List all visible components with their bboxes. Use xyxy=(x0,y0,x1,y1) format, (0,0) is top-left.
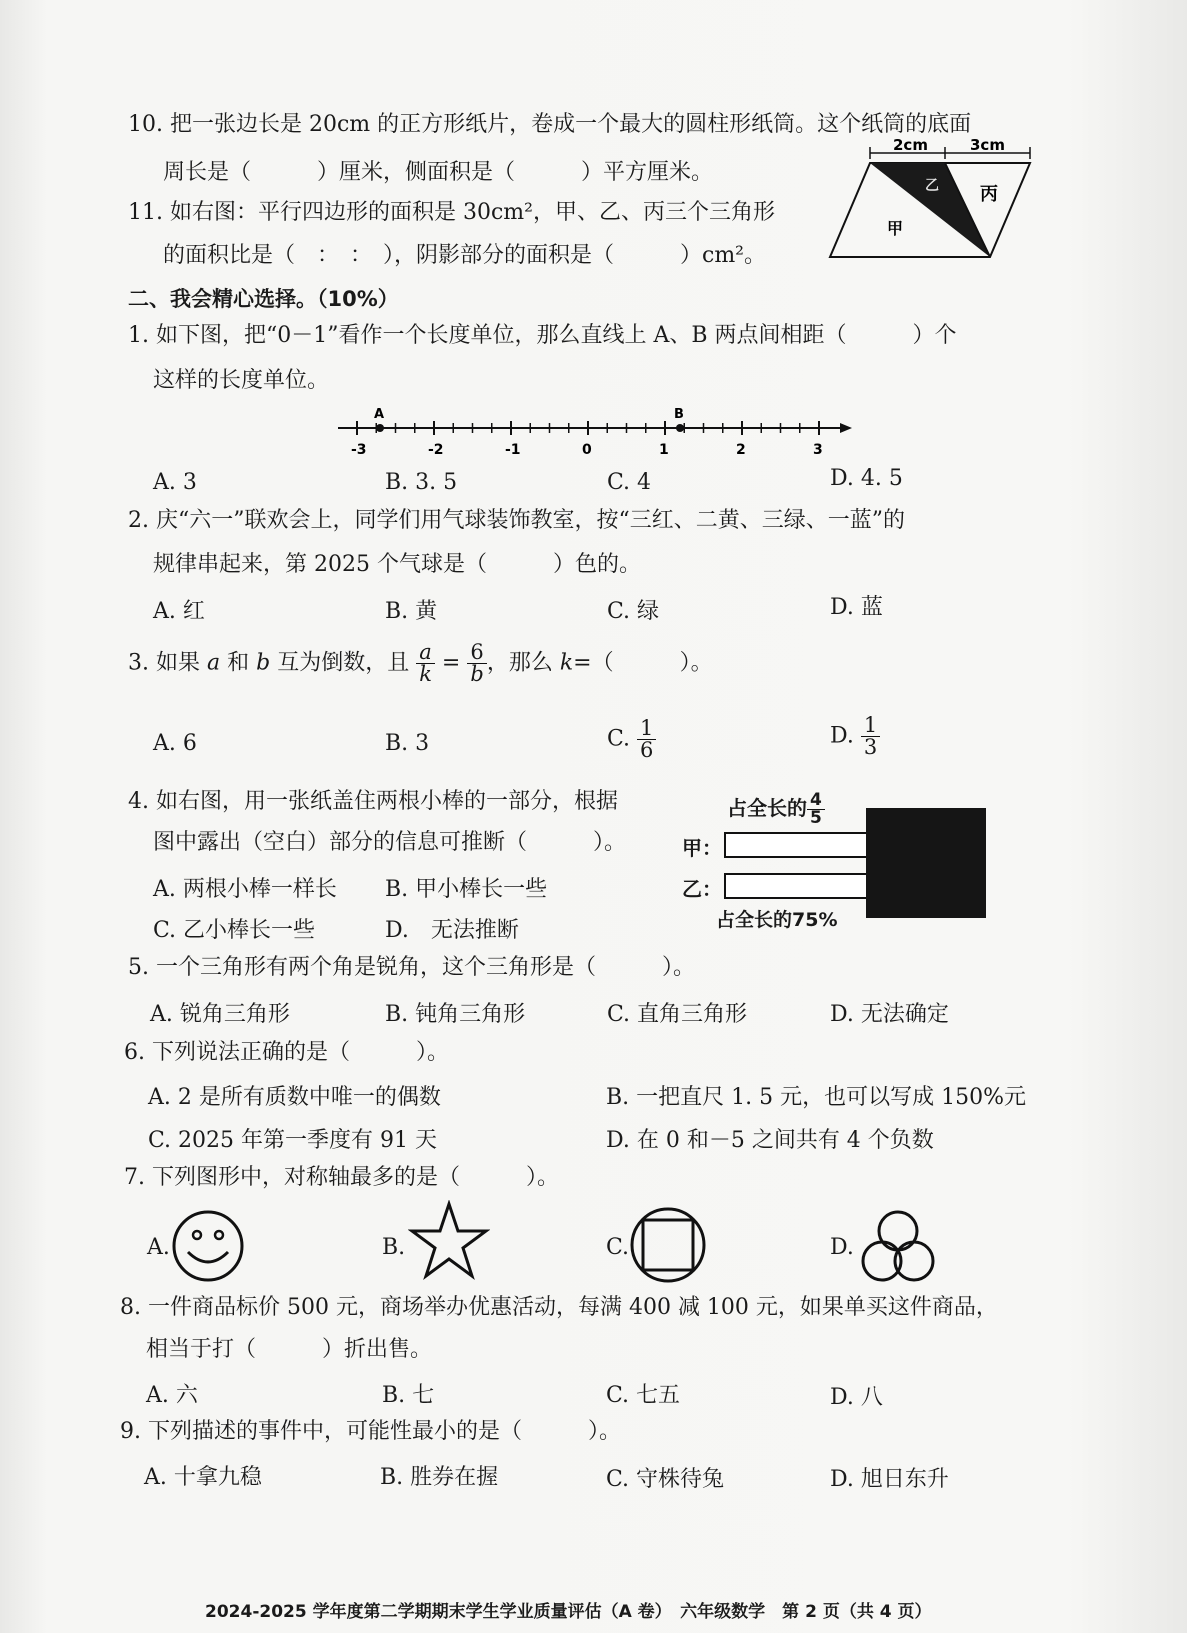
mc8-line2: 相当于打（ ）折出售。 xyxy=(146,1337,433,1362)
stick-yi-label: 乙： xyxy=(682,877,722,901)
mc5-line1: 5. 一个三角形有两个角是锐角，这个三角形是（ ）。 xyxy=(128,955,695,980)
point-b xyxy=(676,424,684,432)
section-2-heading: 二、我会精心选择。（10%） xyxy=(128,287,399,311)
mc6-option-d[interactable]: D. 在 0 和－5 之间共有 4 个负数 xyxy=(606,1128,934,1153)
tick-label: -2 xyxy=(428,442,444,458)
mc6-option-a[interactable]: A. 2 是所有质数中唯一的偶数 xyxy=(148,1085,441,1110)
mc1-option-c[interactable]: C. 4 xyxy=(607,470,652,495)
three-circles-icon xyxy=(858,1208,938,1286)
mc3-option-b[interactable]: B. 3 xyxy=(385,731,430,756)
mc8-option-c[interactable]: C. 七五 xyxy=(606,1383,681,1408)
mc7-option-d[interactable]: D. xyxy=(830,1235,854,1260)
q10-line2: 周长是（ ）厘米，侧面积是（ ）平方厘米。 xyxy=(163,160,714,185)
mc1-line2: 这样的长度单位。 xyxy=(153,368,330,393)
stick-bottom-label: 占全长的75% xyxy=(716,909,838,931)
mc4-line2: 图中露出（空白）部分的信息可推断（ ）。 xyxy=(153,830,627,855)
stick-jia-label: 甲： xyxy=(682,836,722,860)
fraction-6-over-b: $\frac{6}{b}$ xyxy=(467,642,486,685)
label-yi: 乙 xyxy=(925,178,939,194)
star-icon xyxy=(408,1200,490,1282)
label-b: B xyxy=(674,407,684,422)
label-bing: 丙 xyxy=(980,184,998,205)
mc2-option-a[interactable]: A. 红 xyxy=(153,599,205,624)
label-3cm: 3cm xyxy=(970,136,1005,154)
square-in-circle-icon xyxy=(628,1205,708,1285)
tick-label: -1 xyxy=(505,442,521,458)
mc1-option-b[interactable]: B. 3. 5 xyxy=(385,470,458,495)
fraction-a-over-k: $\frac{a}{k}$ xyxy=(416,642,435,685)
mc7-option-a[interactable]: A. xyxy=(147,1235,170,1260)
number-line-ticks xyxy=(351,421,823,458)
covering-paper xyxy=(866,808,986,918)
mc7-line1: 7. 下列图形中，对称轴最多的是（ ）。 xyxy=(124,1165,559,1190)
tick-label: -3 xyxy=(351,442,367,458)
mc8-option-d[interactable]: D. 八 xyxy=(830,1385,883,1410)
mc1-option-d[interactable]: D. 4. 5 xyxy=(830,466,903,491)
mc4-option-c[interactable]: C. 乙小棒长一些 xyxy=(153,918,316,943)
label-jia: 甲 xyxy=(887,219,904,238)
mc2-option-d[interactable]: D. 蓝 xyxy=(830,595,883,620)
tick-label: 0 xyxy=(582,442,592,458)
mc2-option-b[interactable]: B. 黄 xyxy=(385,599,438,624)
label-2cm: 2cm xyxy=(893,136,928,154)
mc6-line1: 6. 下列说法正确的是（ ）。 xyxy=(124,1040,449,1065)
mc4-option-d[interactable]: D. 无法推断 xyxy=(385,918,519,943)
mc5-option-b[interactable]: B. 钝角三角形 xyxy=(385,1002,526,1027)
mc9-option-b[interactable]: B. 胜券在握 xyxy=(380,1465,499,1490)
q11-line1: 11. 如右图：平行四边形的面积是 30cm²，甲、乙、丙三个三角形 xyxy=(128,200,775,225)
tick-label: 2 xyxy=(736,442,746,458)
q10-line1: 10. 把一张边长是 20cm 的正方形纸片，卷成一个最大的圆柱形纸筒。这个纸筒的底面 xyxy=(128,112,972,137)
tick-label: 1 xyxy=(659,442,669,458)
mc6-option-b[interactable]: B. 一把直尺 1. 5 元，也可以写成 150%元 xyxy=(606,1085,1027,1110)
stick-top-label: 占全长的 $\frac{4}{5}$ xyxy=(727,792,825,827)
tick-label: 3 xyxy=(813,442,823,458)
mc3-option-d[interactable]: D. $\frac{1}{3}$ xyxy=(830,715,880,758)
mc7-option-c[interactable]: C. xyxy=(606,1235,630,1260)
label-a: A xyxy=(374,407,385,422)
mc8-option-b[interactable]: B. 七 xyxy=(382,1383,435,1408)
mc3-option-a[interactable]: A. 6 xyxy=(153,731,197,756)
mc5-option-d[interactable]: D. 无法确定 xyxy=(830,1002,949,1027)
mc2-line1: 2. 庆“六一”联欢会上，同学们用气球装饰教室，按“三红、二黄、三绿、一蓝”的 xyxy=(128,508,905,533)
mc3-stem: 3. 如果 a 和 b 互为倒数，且 $\frac{a}{k}$ = $\frac{6}{b}$ ，那么 k=（ ）。 xyxy=(128,640,713,686)
mc9-option-a[interactable]: A. 十拿九稳 xyxy=(144,1465,262,1490)
mc7-option-b[interactable]: B. xyxy=(382,1235,406,1260)
mc4-line1: 4. 如右图，用一张纸盖住两根小棒的一部分，根据 xyxy=(128,789,618,814)
mc3-option-c[interactable]: C. $\frac{1}{6}$ xyxy=(607,718,656,761)
mc2-line2: 规律串起来，第 2025 个气球是（ ）色的。 xyxy=(153,552,641,577)
parallelogram-figure xyxy=(825,135,1040,270)
mc8-option-a[interactable]: A. 六 xyxy=(146,1383,198,1408)
mc1-option-a[interactable]: A. 3 xyxy=(153,470,197,495)
mc6-option-c[interactable]: C. 2025 年第一季度有 91 天 xyxy=(148,1128,437,1153)
mc2-option-c[interactable]: C. 绿 xyxy=(607,599,660,624)
mc4-option-b[interactable]: B. 甲小棒长一些 xyxy=(385,877,548,902)
mc9-option-d[interactable]: D. 旭日东升 xyxy=(830,1467,949,1492)
stick-jia xyxy=(724,832,878,858)
mc1-line1: 1. 如下图，把“0－1”看作一个长度单位，那么直线上 A、B 两点间相距（ ）个 xyxy=(128,323,957,348)
page-footer: 2024-2025 学年度第二学期期末学生学业质量评估（A 卷） 六年级数学 第 2 页（共 4 页） xyxy=(205,1602,932,1622)
mc8-line1: 8. 一件商品标价 500 元，商场举办优惠活动，每满 400 减 100 元，如果单买这件商品， xyxy=(120,1295,998,1320)
stick-yi xyxy=(724,873,878,899)
mc5-option-c[interactable]: C. 直角三角形 xyxy=(607,1002,748,1027)
point-a xyxy=(376,424,384,432)
mc5-option-a[interactable]: A. 锐角三角形 xyxy=(150,1002,290,1027)
q11-line2: 的面积比是（ ： ： ），阴影部分的面积是（ ）cm²。 xyxy=(163,243,767,268)
mc9-option-c[interactable]: C. 守株待兔 xyxy=(606,1467,725,1492)
smiley-face-icon xyxy=(170,1208,250,1283)
number-line xyxy=(330,402,860,462)
mc9-line1: 9. 下列描述的事件中，可能性最小的是（ ）。 xyxy=(120,1419,621,1444)
mc4-option-a[interactable]: A. 两根小棒一样长 xyxy=(153,877,337,902)
